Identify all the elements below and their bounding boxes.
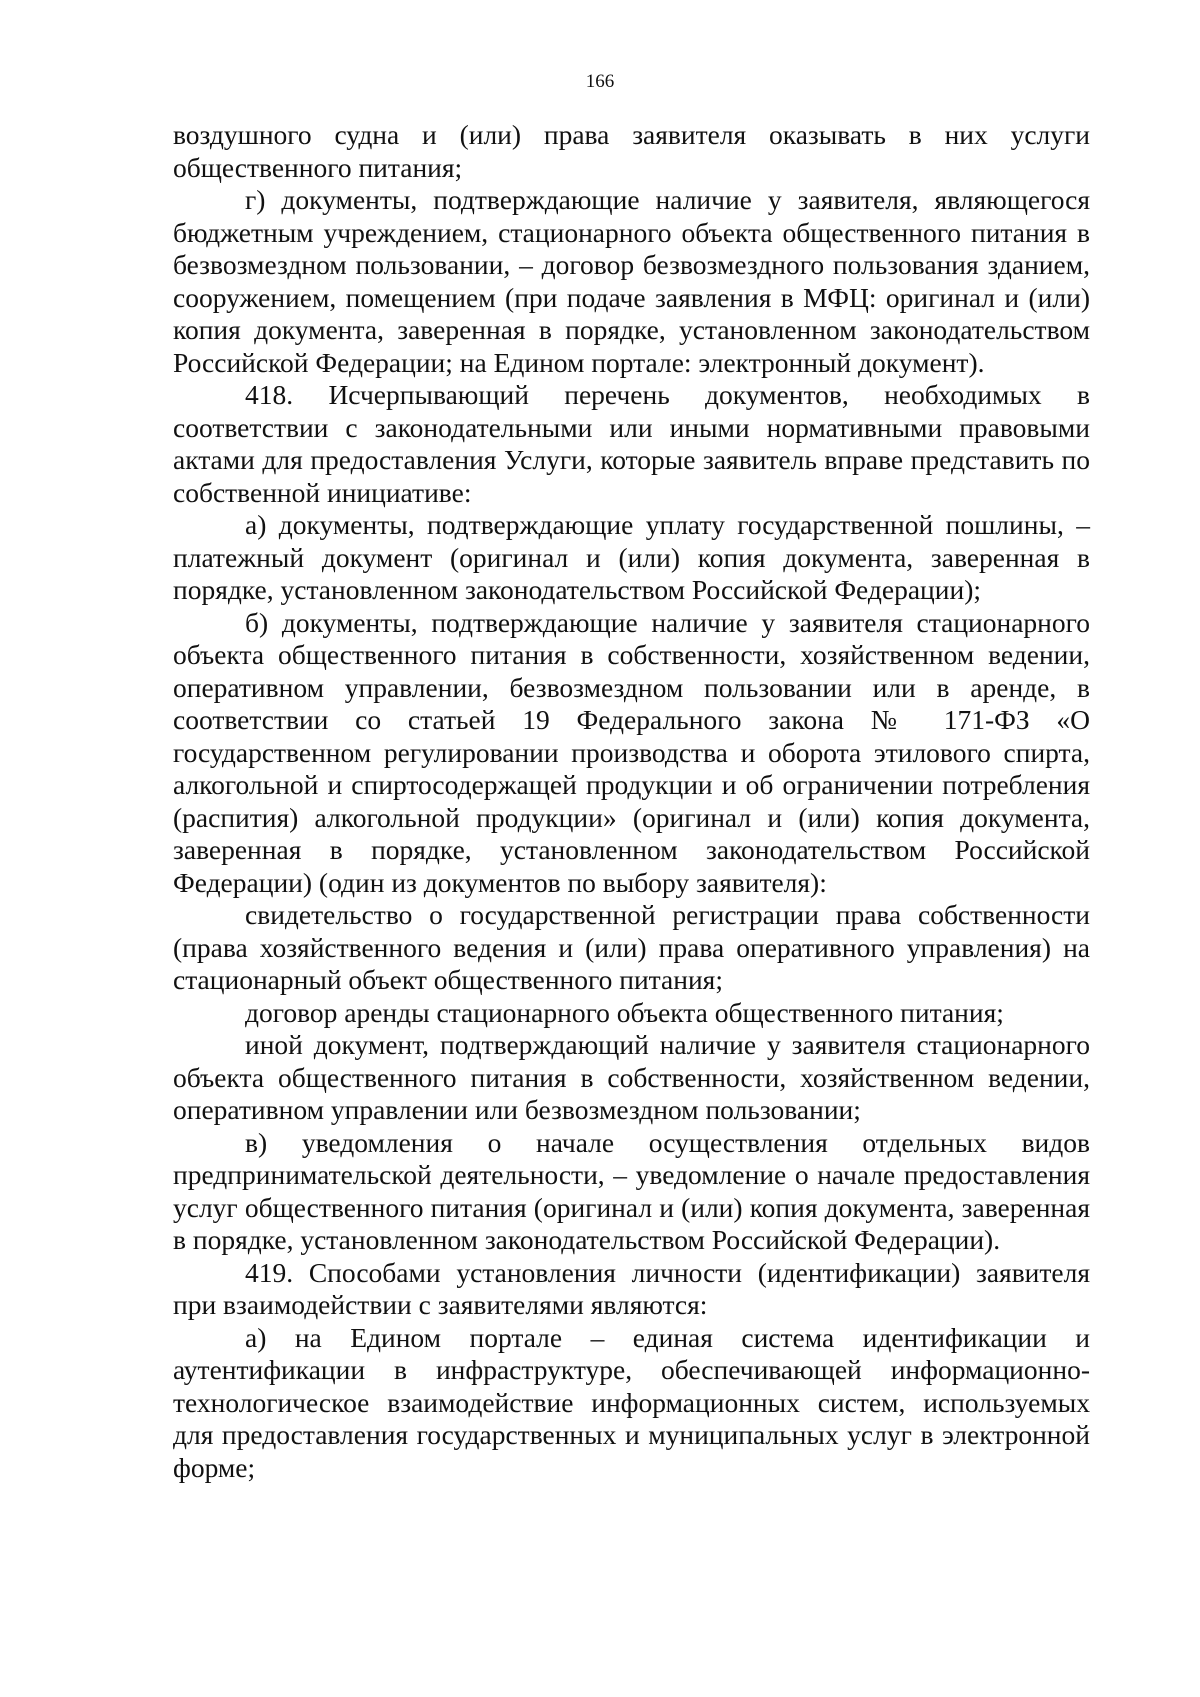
paragraph-418: 418. Исчерпывающий перечень документов, необходимых в соответствии с законодательными или иными нормативными правовыми актами для предоставления Услуги, которые заявитель вправе представить по собственной инициативе: (173, 379, 1090, 508)
paragraph-419: 419. Способами установления личности (идентификации) заявителя при взаимодействии с заявителями являются: (173, 1256, 1090, 1320)
paragraph-418-a: а) документы, подтверждающие уплату государственной пошлины, – платежный документ (оригинал и (или) копия документа, заверенная в порядке, установленном законодательством Российской Федерации); (173, 509, 1090, 605)
paragraph-other-document: иной документ, подтверждающий наличие у заявителя стационарного объекта общественного питания в собственности, хозяйственном ведении, оперативном управлении или безвозмездном пользовании; (173, 1029, 1090, 1125)
paragraph-418-v: в) уведомления о начале осуществления отдельных видов предпринимательской деятельности, – уведомление о начале предоставления услуг общественного питания (оригинал и (или) копия документа, заверенная в порядке, установленном законодательством Российской Федерации). (173, 1126, 1090, 1255)
paragraph-lease-agreement: договор аренды стационарного объекта общественного питания; (245, 996, 1004, 1028)
paragraph-certificate: свидетельство о государственной регистрации права собственности (права хозяйственного ведения и (или) права оперативного управления) на стационарный объект общественного питания; (173, 899, 1090, 995)
paragraph-item-g: г) документы, подтверждающие наличие у заявителя, являющегося бюджетным учреждением, стационарного объекта общественного питания в безвозмездном пользовании, – договор безвозмездного пользования зданием, сооружением, помещением (при подаче заявления в МФЦ: оригинал и (или) копия документа, заверенная в порядке, установленном законодательством Российской Федерации; на Едином портале: электронный документ). (173, 184, 1090, 378)
document-body (173, 119, 1090, 1484)
page-number: 166 (585, 71, 615, 92)
paragraph-419-a: а) на Едином портале – единая система идентификации и аутентификации в инфраструктуре, обеспечивающей информационно-технологическое взаимодействие информационных систем, используемых для предоставления государственных и муниципальных услуг в электронной форме; (173, 1321, 1090, 1483)
paragraph-418-b: б) документы, подтверждающие наличие у заявителя стационарного объекта общественного питания в собственности, хозяйственном ведении, оперативном управлении, безвозмездном пользовании или в аренде, в соответствии со статьей 19 Федерального закона № 171-ФЗ «О государственном регулировании производства и оборота этилового спирта, алкогольной и спиртосодержащей продукции и об ограничении потребления (распития) алкогольной продукции» (оригинал и (или) копия документа, заверенная в порядке, установленном законодательством Российской Федерации) (один из документов по выбору заявителя): (173, 606, 1090, 898)
paragraph-continuation: воздушного судна и (или) права заявителя оказывать в них услуги общественного питания; (173, 119, 1090, 183)
